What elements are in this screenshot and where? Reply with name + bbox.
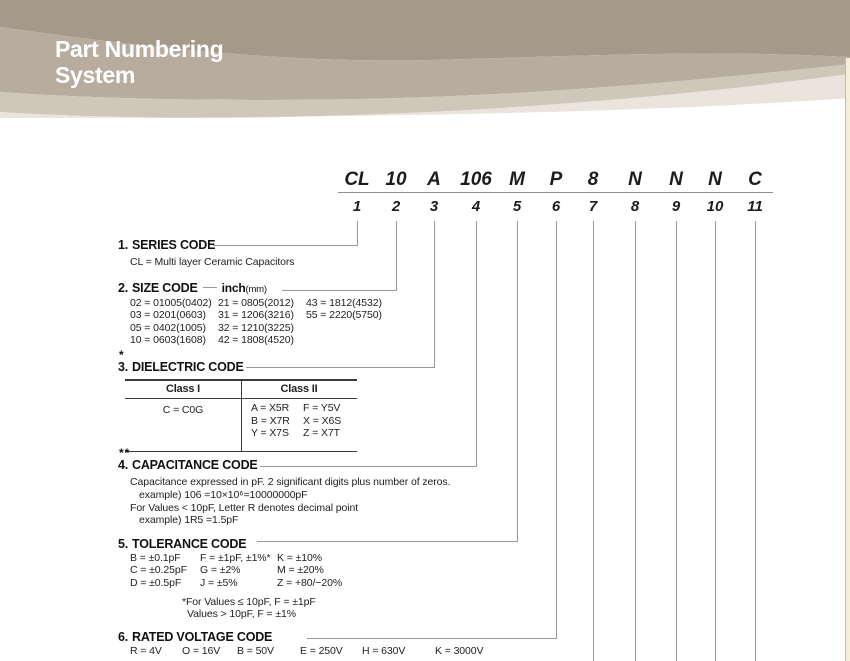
dielectric-class2-row [241, 427, 357, 440]
right-edge-strip [845, 58, 850, 661]
tolerance-code-column-1 [130, 552, 187, 589]
part-number-code-7: 8 [587, 169, 599, 190]
part-number-code-6: P [549, 169, 563, 190]
dielectric-table-body [125, 399, 357, 451]
part-number-underline [338, 192, 773, 193]
dielectric-code-entry: B = X7R [251, 414, 290, 427]
page-title [55, 36, 223, 88]
part-number-code-4: 106 [460, 169, 492, 190]
tolerance-code-entry: M = ±20% [277, 564, 324, 577]
part-number-index-8: 8 [630, 198, 640, 215]
part-number-code-9: N [669, 169, 683, 190]
capacitance-description-line: example) 106 =10×10⁶=10000000pF [139, 488, 308, 501]
section-capacitance-number: 4. [118, 458, 129, 472]
size-code-entry: 55 = 2220(5750) [306, 309, 382, 322]
section-dielectric-heading [118, 360, 244, 374]
section-size-number: 2. [118, 281, 129, 295]
tolerance-code-column-2 [200, 552, 271, 589]
section-dielectric-number: 3. [118, 360, 129, 374]
section-dielectric-title: DIELECTRIC CODE [132, 360, 244, 374]
voltage-code-entry: O = 16V [182, 645, 221, 657]
part-number-index-11: 11 [747, 198, 763, 215]
size-code-entry: 43 = 1812(4532) [306, 297, 382, 309]
section-series-title: SERIES CODE [132, 238, 216, 252]
voltage-code-entry: B = 50V [237, 645, 274, 657]
page-title-line1: Part Numbering [55, 36, 224, 62]
part-number-index-3: 3 [429, 198, 439, 215]
tolerance-code-entry: K = ±10% [277, 552, 322, 564]
dielectric-code-entry: Z = X7T [303, 427, 340, 439]
part-number-index-5: 5 [512, 198, 522, 215]
tolerance-footnote-1: *For Values ≤ 10pF, F = ±1pF [182, 596, 316, 608]
size-code-entry: 10 = 0603(1608) [130, 334, 206, 347]
tolerance-code-entry: D = ±0.5pF [130, 576, 182, 589]
part-number-code-3: A [427, 169, 441, 190]
dielectric-header-class2: Class II [280, 383, 318, 395]
section-tolerance-number: 5. [118, 537, 129, 551]
section-size-title: SIZE CODE [132, 281, 198, 295]
dielectric-class2-values [241, 402, 357, 447]
part-number-index-9: 9 [671, 198, 681, 215]
voltage-code-entry: E = 250V [300, 645, 343, 657]
part-number-index-4: 4 [471, 198, 481, 215]
section-voltage-title: RATED VOLTAGE CODE [132, 630, 273, 644]
part-number-code-5: M [509, 169, 525, 190]
part-number-code-10: N [708, 169, 722, 190]
tolerance-code-entry: J = ±5% [200, 576, 238, 589]
capacitance-description [130, 476, 450, 527]
section-tolerance-title: TOLERANCE CODE [132, 537, 247, 551]
dielectric-class2-row [241, 402, 357, 415]
part-number-index-7: 7 [588, 198, 598, 215]
part-number-index-1: 1 [352, 198, 362, 215]
section-size-heading [118, 281, 267, 295]
voltage-code-entry: K = 3000V [435, 645, 484, 657]
tolerance-code-entry: G = ±2% [200, 564, 241, 577]
section-series-number: 1. [118, 238, 129, 252]
size-code-column-1 [130, 297, 212, 347]
dielectric-header-class1: Class I [165, 383, 201, 395]
section-series-heading [118, 238, 215, 252]
dielectric-column-divider [241, 379, 242, 451]
part-number-index-6: 6 [551, 198, 561, 215]
size-unit-mm: (mm) [245, 284, 267, 295]
capacitance-description-line: For Values < 10pF, Letter R denotes decimal point [130, 501, 359, 514]
section-voltage-heading [118, 630, 272, 644]
part-number-index-2: 2 [391, 198, 401, 215]
part-number-index-10: 10 [706, 198, 724, 215]
section-voltage-number: 6. [118, 630, 129, 644]
series-description: CL = Multi layer Ceramic Capacitors [130, 256, 295, 268]
tolerance-code-entry: B = ±0.1pF [130, 552, 181, 564]
dielectric-footnote-star: * [119, 348, 125, 362]
voltage-code-entry: H = 630V [362, 645, 406, 657]
dielectric-code-entry: F = Y5V [303, 402, 341, 414]
size-code-entry: 05 = 0402(1005) [130, 321, 206, 334]
dielectric-code-entry: A = X5R [251, 402, 290, 414]
dielectric-class1-value: C = C0G [162, 404, 204, 416]
dielectric-class2-row [241, 415, 357, 428]
tolerance-footnote-2: Values > 10pF, F = ±1% [187, 608, 297, 620]
size-code-entry: 02 = 01005(0402) [130, 297, 212, 309]
capacitance-description-line: example) 1R5 =1.5pF [139, 514, 239, 527]
section-capacitance-heading [118, 458, 258, 472]
size-code-entry: 42 = 1808(4520) [218, 334, 294, 347]
size-code-entry: 31 = 1206(3216) [218, 309, 294, 322]
capacitance-description-line: Capacitance expressed in pF. 2 significant digits plus number of zeros. [130, 476, 451, 488]
tolerance-code-entry: Z = +80/−20% [277, 576, 343, 589]
capacitance-footnote-stars: ** [119, 446, 131, 460]
size-unit-inch: inch [221, 281, 246, 295]
page-header [0, 0, 850, 118]
tolerance-code-column-3 [277, 552, 342, 589]
part-number-code-1: CL [344, 169, 370, 190]
section-tolerance-heading [118, 537, 246, 551]
part-number-code-2: 10 [385, 169, 407, 190]
size-code-entry: 21 = 0805(2012) [218, 297, 294, 309]
voltage-code-entry: R = 4V [130, 645, 162, 657]
section-capacitance-title: CAPACITANCE CODE [132, 458, 258, 472]
part-number-code-8: N [628, 169, 642, 190]
dielectric-code-entry: Y = X7S [251, 427, 289, 439]
tolerance-code-entry: F = ±1pF, ±1%* [200, 552, 271, 564]
size-code-entry: 32 = 1210(3225) [218, 321, 294, 334]
size-code-entry: 03 = 0201(0603) [130, 309, 206, 322]
part-number-code-11: C [748, 169, 762, 190]
tolerance-code-entry: C = ±0.25pF [130, 564, 187, 577]
dielectric-table [125, 379, 357, 452]
size-code-column-3 [306, 297, 382, 322]
size-unit-dash [203, 287, 217, 288]
page-title-line2: System [55, 62, 136, 88]
size-code-column-2 [218, 297, 294, 347]
dielectric-code-entry: X = X6S [303, 414, 342, 427]
